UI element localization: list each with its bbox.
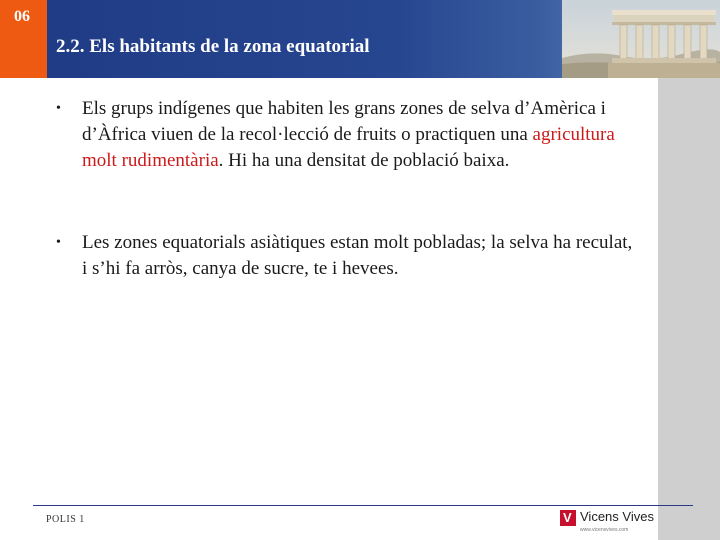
- page-title: 2.2. Els habitants de la zona equatorial: [56, 36, 370, 57]
- footer-label: POLIS 1: [46, 514, 85, 525]
- bullet-icon: •: [56, 101, 61, 116]
- brand-logo-letter: V: [563, 510, 572, 525]
- bullet-item-2: [56, 230, 636, 282]
- vicens-vives-logo-icon: [560, 510, 576, 526]
- brand-url: www.vicensvives.com: [580, 527, 629, 533]
- brand-logo: [560, 508, 654, 536]
- bullet-text-before: Les zones equatorials asiàtiques estan molt pobladas; la selva ha reculat, i s’hi fa arròs, canya de sucre, te i hevees.: [82, 232, 633, 279]
- brand-name: Vicens Vives: [580, 509, 654, 524]
- bullet-text: [82, 230, 636, 282]
- bullet-text: [82, 96, 636, 174]
- bullet-icon: •: [56, 235, 61, 250]
- highlighted-term: agricultura molt rudimentària: [82, 124, 615, 171]
- chapter-number: 06: [14, 8, 30, 25]
- temple-photo: [562, 0, 720, 78]
- bullet-text-after: . Hi ha una densitat de població baixa.: [218, 150, 510, 171]
- bullet-item-1: [56, 96, 636, 174]
- bullet-text-before: Els grups indígenes que habiten les grans zones de selva d’Amèrica i d’Àfrica viuen de la recol·lecció de fruits o practiquen una: [82, 98, 606, 145]
- chapter-badge: [0, 0, 47, 78]
- header-band: [0, 0, 720, 78]
- side-strip: [658, 78, 720, 540]
- footer-divider: [33, 505, 693, 506]
